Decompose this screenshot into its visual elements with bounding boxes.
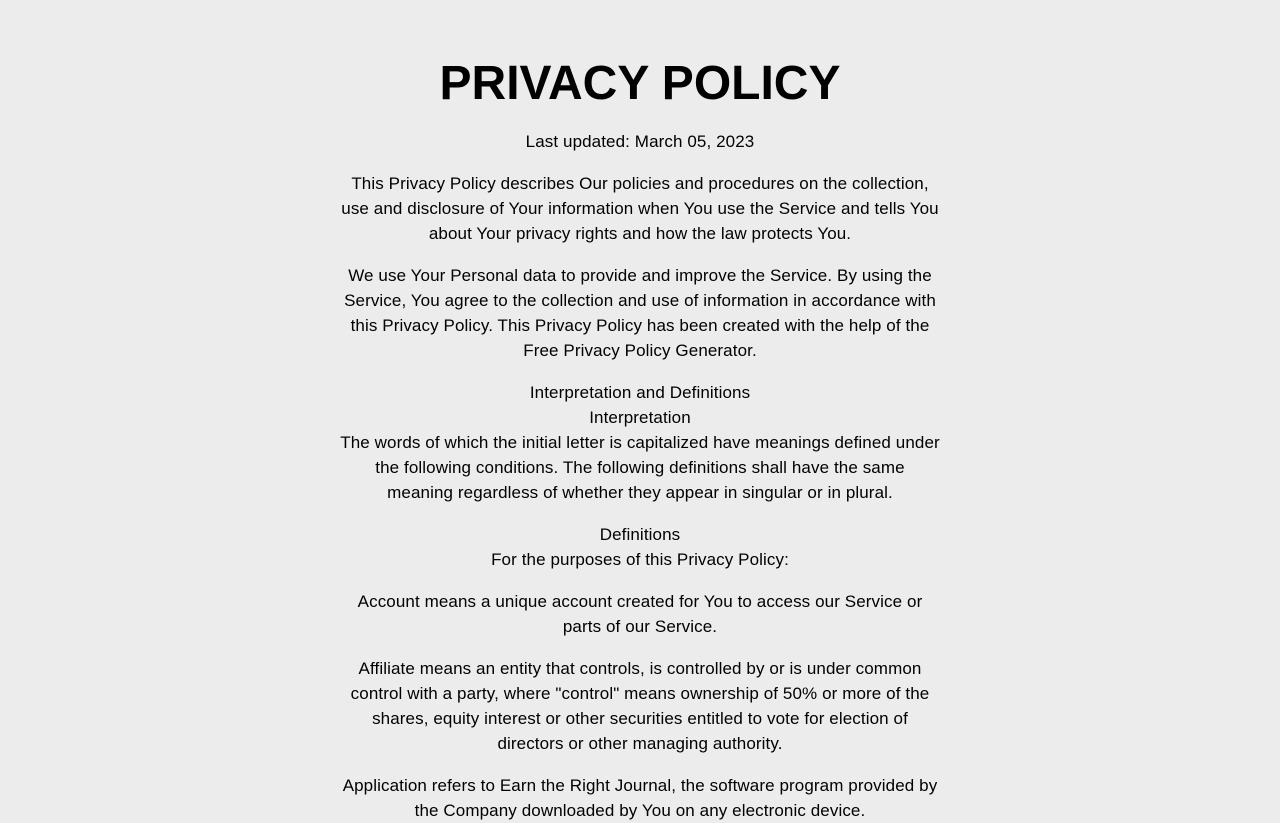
definition-item: Application refers to Earn the Right Journal, the software program provided by the Company downloaded by You on any electronic device. [342, 776, 938, 820]
section-subheading: Interpretation [589, 408, 691, 427]
section-text: The words of which the initial letter is capitalized have meanings defined under the following conditions. The following definitions shall have the same meaning regardless of whether they appear in singular or in plural. [340, 433, 940, 502]
last-updated-text: Last updated: March 05, 2023 [525, 132, 755, 151]
definitions-section [340, 522, 940, 572]
section-heading: Definitions [599, 525, 681, 544]
definition-item: Account means a unique account created for You to access our Service or parts of our Service. [357, 592, 923, 636]
page-title: PRIVACY POLICY [439, 57, 841, 110]
section-heading: Interpretation and Definitions [529, 383, 751, 402]
intro-paragraph: We use Your Personal data to provide and improve the Service. By using the Service, You agree to the collection and use of information in accordance with this Privacy Policy. This Privacy Policy has been created with the help of the Free Privacy Policy Generator. [344, 266, 936, 360]
privacy-policy-page [340, 0, 940, 823]
section-text: For the purposes of this Privacy Policy: [491, 550, 789, 569]
interpretation-section [340, 380, 940, 505]
intro-paragraph: This Privacy Policy describes Our policies and procedures on the collection, use and disclosure of Your information when You use the Service and tells You about Your privacy rights and how the law protects You. [341, 174, 939, 243]
definition-item: Affiliate means an entity that controls, is controlled by or is under common control with a party, where "control" means ownership of 50% or more of the shares, equity interest or other securities entitled to vote for election of directors or other managing authority. [350, 659, 930, 753]
